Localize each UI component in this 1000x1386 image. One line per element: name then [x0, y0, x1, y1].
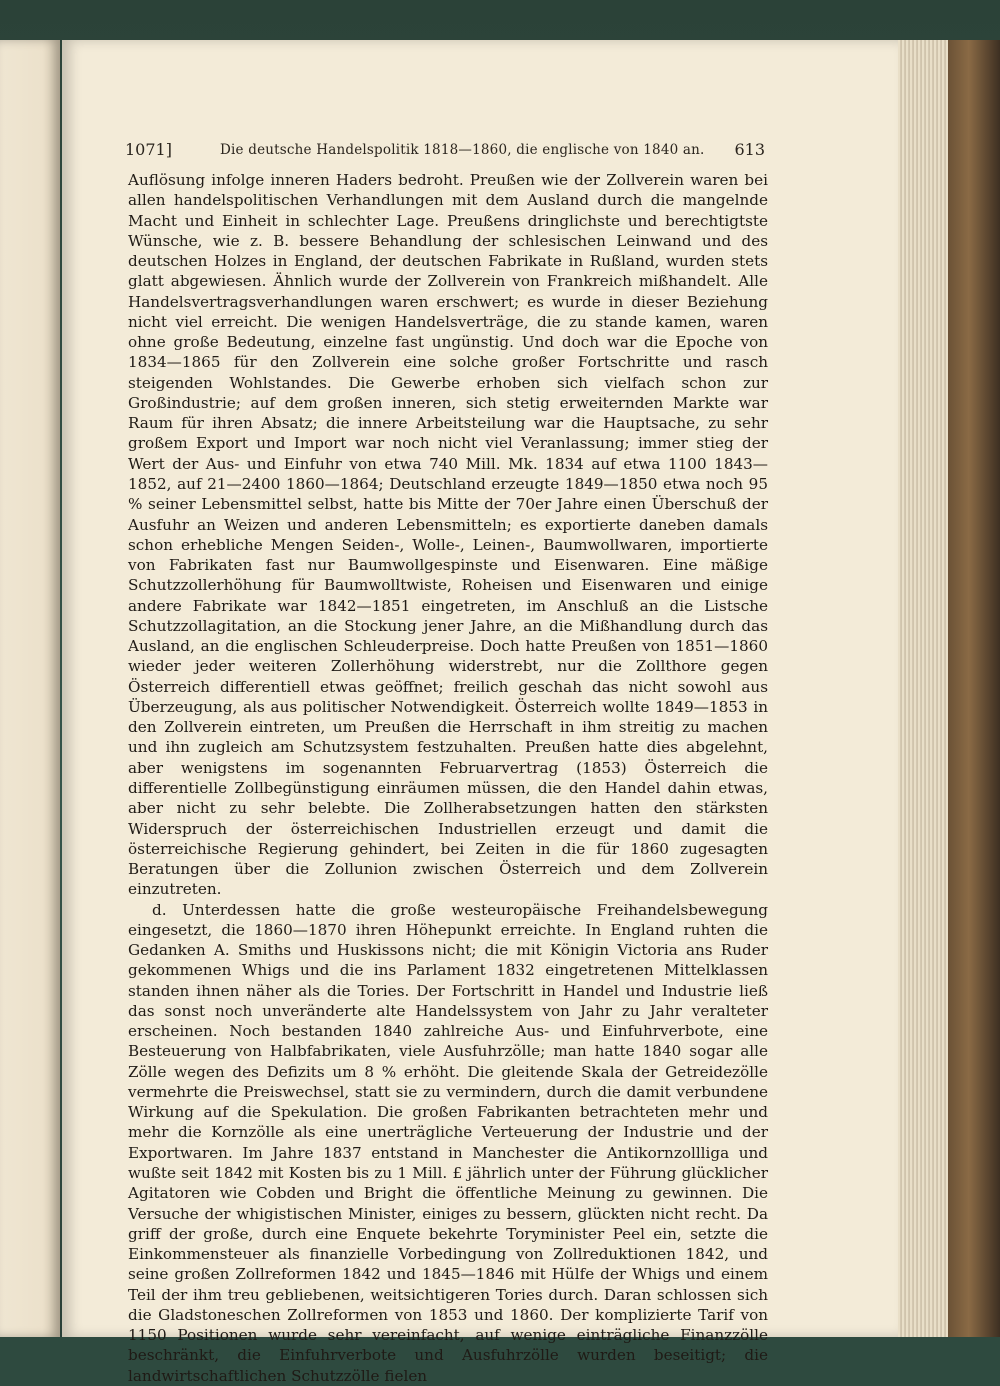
page-edges	[898, 40, 948, 1337]
running-title: Die deutsche Handelspolitik 1818—1860, die englische von 1840 an.	[220, 142, 705, 158]
body-text	[128, 170, 768, 1386]
running-header	[125, 140, 765, 164]
paragraph-2: d. Unterdessen hatte die große westeuropäische Freihandelsbewegung eingesetzt, die 1860—1870 ihren Höhepunkt erreichte. In England ruhten die Gedanken A. Smiths und Huskissons nicht; die mit Königin Victoria ans Ruder gekommenen Whigs und die ins Parlament 1832 eingetretenen Mittelklassen standen ihnen näher als die Tories. Der Fortschritt in Handel und Industrie ließ das sonst noch unveränderte alte Handelssystem von Jahr zu Jahr veralteter erscheinen. Noch bestanden 1840 zahlreiche Aus- und Einfuhrverbote, eine Besteuerung von Halbfabrikaten, viele Ausfuhrzölle; man hatte 1840 sogar alle Zölle wegen des Defizits um 8 % erhöht. Die gleitende Skala der Getreidezölle vermehrte die Preiswechsel, statt sie zu vermindern, durch die damit verbundene Wirkung auf die Spekulation. Die großen Fabrikanten betrachteten mehr und mehr die Kornzölle als eine unerträgliche Verteuerung der Industrie und der Exportwaren. Im Jahre 1837 entstand in Manchester die Antikornzollliga und wußte seit 1842 mit Kosten bis zu 1 Mill. £ jährlich unter der Führung glücklicher Agitatoren wie Cobden und Bright die öffentliche Meinung zu gewinnen. Die Versuche der whigistischen Minister, einiges zu bessern, glückten nicht recht. Da griff der große, durch eine Enquete bekehrte Toryminister Peel ein, setzte die Einkommensteuer als finanzielle Vorbedingung von Zollreduktionen 1842, und seine großen Zollreformen 1842 und 1845—1846 mit Hülfe der Whigs und einem Teil der ihm treu gebliebenen, weitsichtigeren Tories durch. Daran schlossen sich die Gladstoneschen Zollreformen von 1853 und 1860. Der komplizierte Tarif von 1150 Positionen wurde sehr vereinfacht, auf wenige einträgliche Finanzzölle beschränkt, die Einfuhrverbote und Ausfuhrzölle wurden beseitigt; die landwirtschaftlichen Schutzzölle fielen	[128, 900, 768, 1385]
book-cover-edge	[948, 40, 1000, 1337]
page-number-left: 1071]	[125, 140, 172, 159]
paragraph-1: Auflösung infolge inneren Haders bedroht. Preußen wie der Zollverein waren bei allen handelspolitischen Verhandlungen mit dem Ausland durch die mangelnde Macht und Einheit in schlechter Lage. Preußens dringlichste und berechtigtste Wünsche, wie z. B. bessere Behandlung der schlesischen Leinwand und des deutschen Holzes in England, der deutschen Fabrikate in Rußland, wurden stets glatt abgewiesen. Ähnlich wurde der Zollverein von Frankreich mißhandelt. Alle Handelsvertragsverhandlungen waren erschwert; es wurde in dieser Beziehung nicht viel erreicht. Die wenigen Handelsverträge, die zu stande kamen, waren ohne große Bedeutung, einzelne fast ungünstig. Und doch war die Epoche von 1834—1865 für den Zollverein eine solche großer Fortschritte und rasch steigenden Wohlstandes. Die Gewerbe erhoben sich vielfach schon zur Großindustrie; auf dem großen inneren, sich stetig erweiternden Markte war Raum für ihren Absatz; die innere Arbeitsteilung war die Hauptsache, zu sehr großem Export und Import war noch nicht viel Veranlassung; immer stieg der Wert der Aus- und Einfuhr von etwa 740 Mill. Mk. 1834 auf etwa 1100 1843—1852, auf 21—2400 1860—1864; Deutschland erzeugte 1849—1850 etwa noch 95 % seiner Lebensmittel selbst, hatte bis Mitte der 70er Jahre einen Überschuß der Ausfuhr an Weizen und anderen Lebensmitteln; es exportierte daneben damals schon erhebliche Mengen Seiden-, Wolle-, Leinen-, Baumwollwaren, importierte von Fabrikaten fast nur Baumwollgespinste und Eisenwaren. Eine mäßige Schutzzollerhöhung für Baumwolltwiste, Roheisen und Eisenwaren und einige andere Fabrikate war 1842—1851 eingetreten, im Anschluß an die Listsche Schutzzollagitation, an die Stockung jener Jahre, an die Mißhandlung durch das Ausland, an die englischen Schleuderpreise. Doch hatte Preußen von 1851—1860 wieder jeder weiteren Zollerhöhung widerstrebt, nur die Zollthore gegen Österreich differentiell etwas geöffnet; freilich geschah das nicht sowohl aus Überzeugung, als aus politischer Notwendigkeit. Österreich wollte 1849—1853 in den Zollverein eintreten, um Preußen die Herrschaft in ihm streitig zu machen und ihn zugleich am Schutzsystem festzuhalten. Preußen hatte dies abgelehnt, aber wenigstens im sogenannten Februarvertrag (1853) Österreich die differentielle Zollbegünstigung einräumen müssen, die den Handel dahin etwas, aber nicht zu sehr belebte. Die Zollherabsetzungen hatten den stärksten Widerspruch der österreichischen Industriellen erzeugt und damit die österreichische Regierung gehindert, bei Zeiten in die für 1860 zugesagten Beratungen über die Zollunion zwischen Österreich und dem Zollverein einzutreten.	[128, 171, 768, 899]
page-number: 613	[734, 140, 765, 159]
left-page-margin	[0, 40, 60, 1337]
